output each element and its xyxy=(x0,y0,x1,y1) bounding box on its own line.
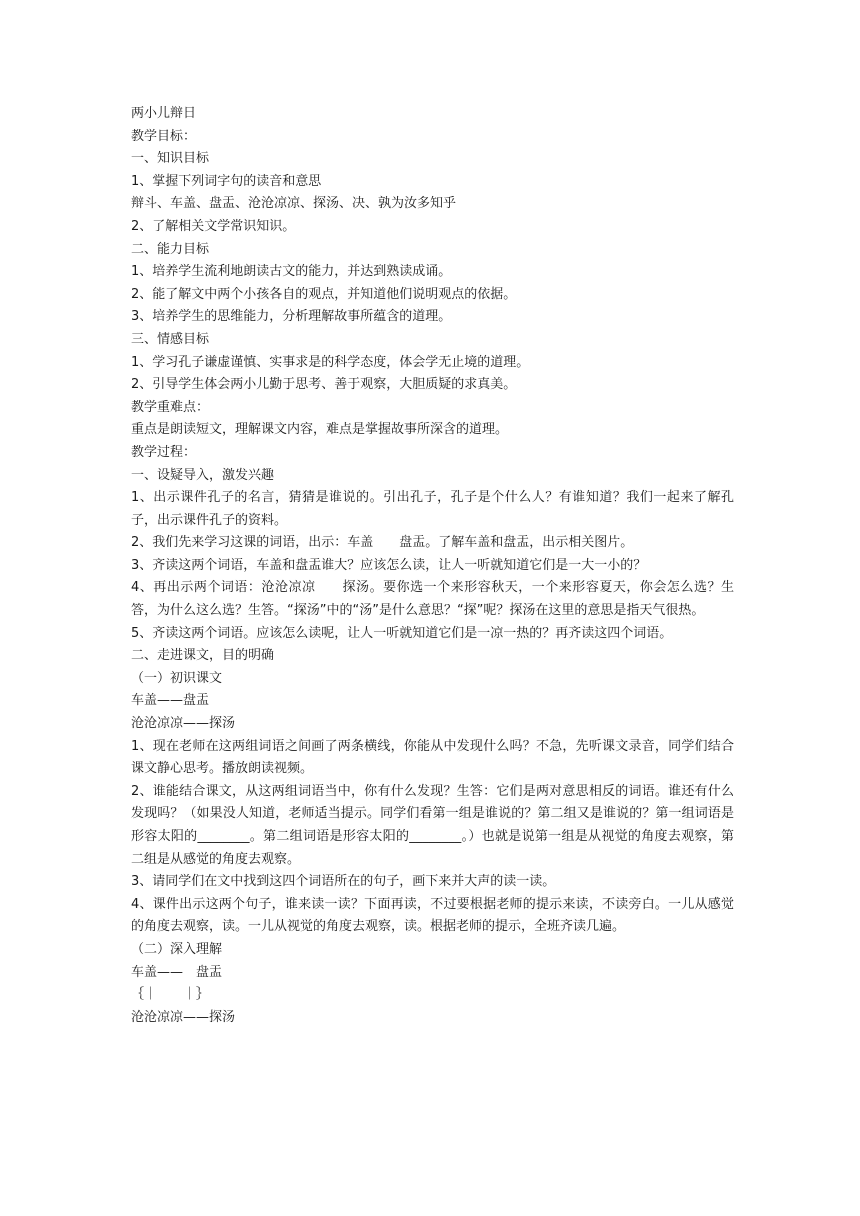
text-line: 2、引导学生体会两小儿勤于思考、善于观察，大胆质疑的求真美。 xyxy=(131,377,517,393)
subsection-heading: （一）初识课文 xyxy=(131,670,223,686)
document-title: 两小儿辩日 xyxy=(131,106,197,121)
section-heading: 二、走进课文，目的明确 xyxy=(131,648,275,664)
text-line: 1、掌握下列词字句的读音和意思 xyxy=(131,173,322,189)
subsection-heading: （二）深入理解 xyxy=(131,941,223,957)
text-line: 2、能了解文中两个小孩各自的观点，并知道他们说明观点的依据。 xyxy=(131,286,517,302)
paragraph: 3、齐读这两个词语，车盖和盘盂谁大？应该怎么读，让人一听就知道它们是一大一小的？ xyxy=(131,557,647,573)
text-line: 3、培养学生的思维能力，分析理解故事所蕴含的道理。 xyxy=(131,309,452,325)
text-line: 三、情感目标 xyxy=(131,331,210,347)
text-line: 1、学习孔子谦虚谨慎、实事求是的科学态度，体会学无止境的道理。 xyxy=(131,354,530,370)
paragraph: 1、现在老师在这两组词语之间画了两条横线，你能从中发现什么吗？不急，先听课文录音，同学们结合课文静心思考。播放朗读视频。 xyxy=(131,738,734,777)
text-line: 沧沧凉凉——探汤 xyxy=(131,1009,236,1025)
text-line: 教学目标： xyxy=(131,128,197,144)
paragraph: 4、课件出示这两个句子，谁来读一读？下面再读，不过要根据老师的提示来读，不读旁白。一儿从感觉的角度去观察，读。一儿从视觉的角度去观察，读。根据老师的提示，全班齐读几遍。 xyxy=(131,896,734,935)
paragraph: 2、谁能结合课文，从这两组词语当中，你有什么发现？生答：它们是两对意思相反的词语。谁还有什么发现吗？（如果没人知道，老师适当提示。同学们看第一组是谁说的？第二组又是谁说的？第一组词语是形容太阳的________。第二组词语是形容太阳的________。）也就是说第一组是从视觉的角度去观察，第二组是从感觉的角度去观察。 xyxy=(131,783,734,867)
paragraph: 2、我们先来学习这课的词语，出示：车盖 盘盂。了解车盖和盘盂，出示相关图片。 xyxy=(131,535,634,551)
paragraph: 3、请同学们在文中找到这四个词语所在的句子，画下来并大声的读一读。 xyxy=(131,874,556,890)
bracket-line: ｛｜ ｜｝ xyxy=(131,987,210,1003)
text-line: 一、知识目标 xyxy=(131,151,210,167)
text-line: 教学过程： xyxy=(131,444,197,460)
paragraph: 5、齐读这两个词语。应该怎么读呢，让人一听就知道它们是一凉一热的？再齐读这四个词语。 xyxy=(131,625,673,641)
paragraph: 4、再出示两个词语：沧沧凉凉 探汤。要你选一个来形容秋天，一个来形容夏天，你会怎么选？生答，为什么这么选？生答。“探汤”中的“汤”是什么意思？“探”呢？探汤在这里的意思是指天气很热。 xyxy=(131,580,734,619)
text-line: 一、设疑导入，激发兴趣 xyxy=(131,467,275,483)
paragraph: 1、出示课件孔子的名言，猜猜是谁说的。引出孔子，孔子是个什么人？有谁知道？我们一起来了解孔子，出示课件孔子的资料。 xyxy=(131,490,734,528)
text-line: 重点是朗读短文，理解课文内容，难点是掌握故事所深含的道理。 xyxy=(131,422,509,438)
text-line: 教学重难点： xyxy=(131,399,210,415)
text-line: 沧沧凉凉——探汤 xyxy=(131,716,236,732)
document-page xyxy=(131,103,734,1029)
text-line: 车盖——盘盂 xyxy=(131,693,210,709)
text-line: 辩斗、车盖、盘盂、沧沧凉凉、探汤、决、孰为汝多知乎 xyxy=(131,196,457,212)
text-line: 二、能力目标 xyxy=(131,241,210,257)
text-line: 1、培养学生流利地朗读古文的能力，并达到熟读成诵。 xyxy=(131,264,452,280)
text-line: 车盖—— 盘盂 xyxy=(131,964,223,980)
text-line: 2、了解相关文学常识知识。 xyxy=(131,218,296,234)
